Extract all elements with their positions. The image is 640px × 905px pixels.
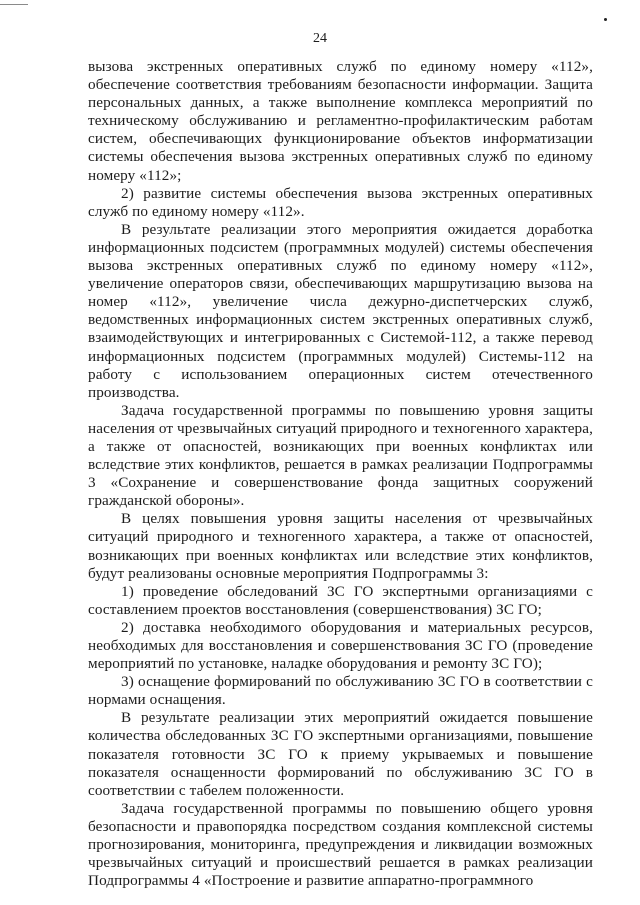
- list-item-3: 3) оснащение формирований по обслуживанию ЗС ГО в соответствии с нормами оснащения.: [88, 673, 593, 709]
- paragraph-3: В результате реализации этого мероприятия ожидается доработка информационных подсистем (программных модулей) системы обеспечения вызова экстренных оперативных служб по единому номеру «112», увеличение операторов связи, обеспечивающих маршрутизацию вызова на номер «112», увеличение числа дежурно-диспетчерских служб, ведомственных информационных систем экстренных оперативных служб, взаимодействующих и интегрированных с Системой-112, а также перевод информационных подсистем (программных модулей) Системы-112 на работу с использованием операционных систем отечественного производства.: [88, 220, 593, 401]
- paragraph-4: Задача государственной программы по повышению уровня защиты населения от чрезвычайных ситуаций природного и техногенного характера, а также от опасностей, возникающих при военных конфликтах или вследствие этих конфликтов, решается в рамках реализации Подпрограммы 3 «Сохранение и совершенствование фонда защитных сооружений гражданской обороны».: [88, 401, 593, 510]
- document-body: [88, 58, 593, 890]
- scan-dot-mark: [604, 18, 607, 21]
- list-item-2: 2) доставка необходимого оборудования и материальных ресурсов, необходимых для восстановления и совершенствования ЗС ГО (проведение мероприятий по установке, наладке оборудования и ремонту ЗС ГО);: [88, 618, 593, 673]
- list-item-1: 1) проведение обследований ЗС ГО экспертными организациями с составлением проектов восстановления (совершенствования) ЗС ГО;: [88, 582, 593, 618]
- paragraph-7: Задача государственной программы по повышению общего уровня безопасности и правопорядка посредством создания комплексной системы прогнозирования, мониторинга, предупреждения и ликвидации возможных чрезвычайных ситуаций и происшествий решается в рамках реализации Подпрограммы 4 «Построение и развитие аппаратно-программного: [88, 799, 593, 890]
- paragraph-5: В целях повышения уровня защиты населения от чрезвычайных ситуаций природного и техногенного характера, а также от опасностей, возникающих при военных конфликтах или вследствие этих конфликтов, будут реализованы основные мероприятия Подпрограммы 3:: [88, 510, 593, 582]
- page-number: 24: [313, 31, 327, 46]
- paragraph-6: В результате реализации этих мероприятий ожидается повышение количества обследованных ЗС ГО экспертными организациями, повышение показателя готовности ЗС ГО к приему укрываемых и повышение показателя оснащенности формирований по обслуживанию ЗС ГО в соответствии с табелем положенности.: [88, 709, 593, 799]
- scan-edge-mark: [0, 4, 28, 5]
- paragraph-2: 2) развитие системы обеспечения вызова экстренных оперативных служб по единому номеру «112».: [88, 184, 593, 220]
- paragraph-1: вызова экстренных оперативных служб по единому номеру «112», обеспечение соответствия требованиям безопасности информации. Защита персональных данных, а также выполнение комплекса мероприятий по техническому обслуживанию и регламентно-профилактическим работам систем, обеспечивающих функционирование объектов информатизации системы обеспечения вызова экстренных оперативных служб по единому номеру «112»;: [88, 58, 593, 184]
